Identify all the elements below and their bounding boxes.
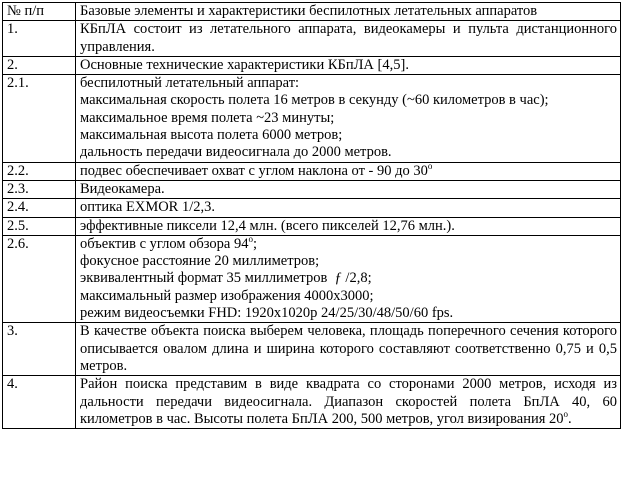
table-row (3, 376, 621, 429)
row-line: максимальная скорость полета 16 метров в секунду (~60 километров в час); (80, 92, 549, 109)
row-number: 2.5. (3, 217, 76, 235)
table-row (3, 217, 621, 235)
row-number: 2.2. (3, 162, 76, 180)
row-line: максимальная высота полета 6000 метров; (80, 127, 343, 144)
row-line (80, 233, 617, 253)
row-text: Видеокамера. (76, 180, 621, 198)
table-row (3, 199, 621, 217)
degree-sign: о (563, 408, 569, 419)
degree-sign: о (427, 160, 433, 171)
header-description-cell: Базовые элементы и характеристики беспилотных летательных аппаратов (76, 3, 621, 21)
row-text: В качестве объекта поиска выберем человека, площадь поперечного сечения которого описывается овалом длина и ширина которого составляют соответственно 0,75 и 0,5 метров. (76, 323, 621, 376)
row-line: фокусное расстояние 20 миллиметров; (80, 253, 320, 270)
table-row (3, 56, 621, 74)
row-text-end: . (568, 410, 572, 427)
row-number: 4. (3, 376, 76, 429)
row-text: Основные технические характеристики КБпЛА [4,5]. (76, 56, 621, 74)
row-text-multiline (76, 235, 621, 322)
table-row (3, 75, 621, 162)
characteristics-table (2, 2, 621, 429)
f-number-symbol: ƒ (334, 270, 342, 287)
row-line (80, 270, 617, 287)
row-line: беспилотный летательный аппарат: (80, 75, 300, 92)
row-line-text: объектив с углом обзора 94 (80, 235, 249, 252)
row-text-main: Район поиска представим в виде квадрата со сторонами 2000 метров, исходя из дальности передачи видеосигнала. Диапазон скоростей полета БпЛА 40, 60 километров в час. Высоты полета БпЛА 200, 500 метров, угол визирования 20 (80, 376, 617, 427)
row-number: 2.3. (3, 180, 76, 198)
table-header-row (3, 3, 621, 21)
table-row (3, 162, 621, 180)
row-number: 2. (3, 56, 76, 74)
row-line: дальность передачи видеосигнала до 2000 метров. (80, 144, 392, 161)
row-line-end: ; (253, 235, 258, 252)
row-line-text: эквивалентный формат 35 миллиметров (80, 270, 328, 287)
row-line-end: /2,8; (345, 270, 372, 287)
row-line: максимальный размер изображения 4000x3000; (80, 287, 374, 304)
table-row (3, 235, 621, 322)
row-number: 2.4. (3, 199, 76, 217)
row-text: эффективные пиксели 12,4 млн. (всего пикселей 12,76 млн.). (76, 217, 621, 235)
table-row (3, 180, 621, 198)
row-number: 1. (3, 21, 76, 57)
table-row (3, 21, 621, 57)
row-line: максимальное время полета ~23 минуты; (80, 109, 335, 126)
row-text-main: подвес обеспечивает охват с углом наклона от - 90 до 30 (80, 162, 428, 179)
header-number-cell: № п/п (3, 3, 76, 21)
table-row (3, 323, 621, 376)
row-text (76, 162, 621, 180)
row-text (76, 376, 621, 429)
row-number: 3. (3, 323, 76, 376)
row-number: 2.6. (3, 235, 76, 322)
row-line: режим видеосъемки FHD: 1920x1020p 24/25/30/48/50/60 fps. (80, 305, 454, 322)
degree-sign: о (248, 233, 253, 244)
row-text: оптика EXMOR 1/2,3. (76, 199, 621, 217)
row-number: 2.1. (3, 75, 76, 162)
row-text: КБпЛА состоит из летательного аппарата, видеокамеры и пульта дистанционного управления. (76, 21, 621, 57)
row-text-multiline (76, 75, 621, 162)
